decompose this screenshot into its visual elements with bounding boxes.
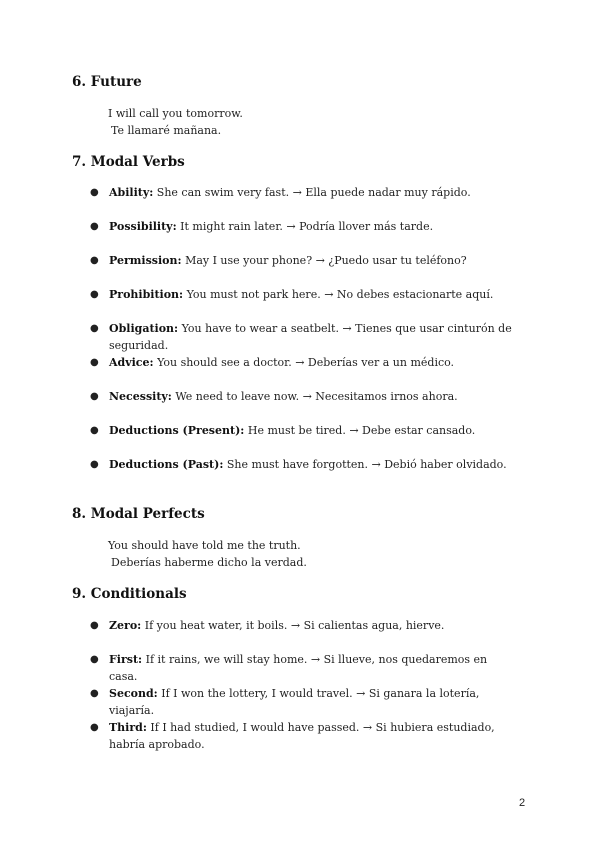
bullet-icon: ● bbox=[90, 255, 99, 266]
item-text: We need to leave now. → Necesitamos irnos ahora. bbox=[175, 390, 458, 403]
item-label: Possibility: bbox=[109, 220, 177, 233]
item-text: If it rains, we will stay home. → Si llueve, nos quedaremos en casa. bbox=[109, 653, 488, 683]
item-label: Ability: bbox=[109, 186, 154, 199]
item-label: First: bbox=[109, 653, 143, 666]
item-text: She must have forgotten. → Debió haber olvidado. bbox=[226, 458, 507, 471]
bullet-icon: ● bbox=[90, 722, 99, 733]
modal-perfects-example-es: Deberías haberme dicho la verdad. bbox=[111, 556, 307, 569]
item-text: If I won the lottery, I would travel. → Si ganara la lotería, viajaría. bbox=[109, 687, 480, 717]
bullet-icon: ● bbox=[90, 425, 99, 436]
item-text: It might rain later. → Podría llover más tarde. bbox=[180, 220, 434, 233]
page-number: 2 bbox=[519, 797, 526, 809]
bullet-icon: ● bbox=[90, 187, 99, 198]
item-label: Permission: bbox=[109, 254, 182, 267]
item-label: Prohibition: bbox=[109, 288, 184, 301]
bullet-icon: ● bbox=[90, 620, 99, 631]
item-text: She can swim very fast. → Ella puede nadar muy rápido. bbox=[156, 186, 471, 199]
heading-future: 6. Future bbox=[72, 74, 142, 90]
heading-modal-perfects: 8. Modal Perfects bbox=[72, 506, 205, 522]
bullet-icon: ● bbox=[90, 289, 99, 300]
bullet-icon: ● bbox=[90, 654, 99, 665]
item-text: If I had studied, I would have passed. → Si hubiera estudiado, habría aprobado. bbox=[109, 721, 495, 751]
bullet-icon: ● bbox=[90, 323, 99, 334]
item-label: Deductions (Present): bbox=[109, 424, 245, 437]
item-text: You have to wear a seatbelt. → Tienes que usar cinturón de seguridad. bbox=[109, 322, 512, 352]
item-label: Third: bbox=[109, 721, 147, 734]
bullet-icon: ● bbox=[90, 221, 99, 232]
item-label: Necessity: bbox=[109, 390, 172, 403]
modal-perfects-example-en: You should have told me the truth. bbox=[108, 539, 301, 552]
item-text: May I use your phone? → ¿Puedo usar tu teléfono? bbox=[185, 254, 467, 267]
heading-conditionals: 9. Conditionals bbox=[72, 586, 187, 602]
future-example-es: Te llamaré mañana. bbox=[111, 124, 222, 137]
future-example-en: I will call you tomorrow. bbox=[108, 107, 243, 120]
bullet-icon: ● bbox=[90, 357, 99, 368]
item-label: Second: bbox=[109, 687, 158, 700]
bullet-icon: ● bbox=[90, 688, 99, 699]
item-label: Advice: bbox=[109, 356, 154, 369]
bullet-icon: ● bbox=[90, 391, 99, 402]
item-label: Obligation: bbox=[109, 322, 179, 335]
item-text: If you heat water, it boils. → Si calientas agua, hierve. bbox=[144, 619, 445, 632]
item-text: You should see a doctor. → Deberías ver a un médico. bbox=[157, 356, 455, 369]
heading-modal-verbs: 7. Modal Verbs bbox=[72, 154, 185, 170]
bullet-icon: ● bbox=[90, 459, 99, 470]
item-label: Deductions (Past): bbox=[109, 458, 224, 471]
item-label: Zero: bbox=[109, 619, 142, 632]
item-text: He must be tired. → Debe estar cansado. bbox=[247, 424, 476, 437]
item-text: You must not park here. → No debes estacionarte aquí. bbox=[186, 288, 494, 301]
